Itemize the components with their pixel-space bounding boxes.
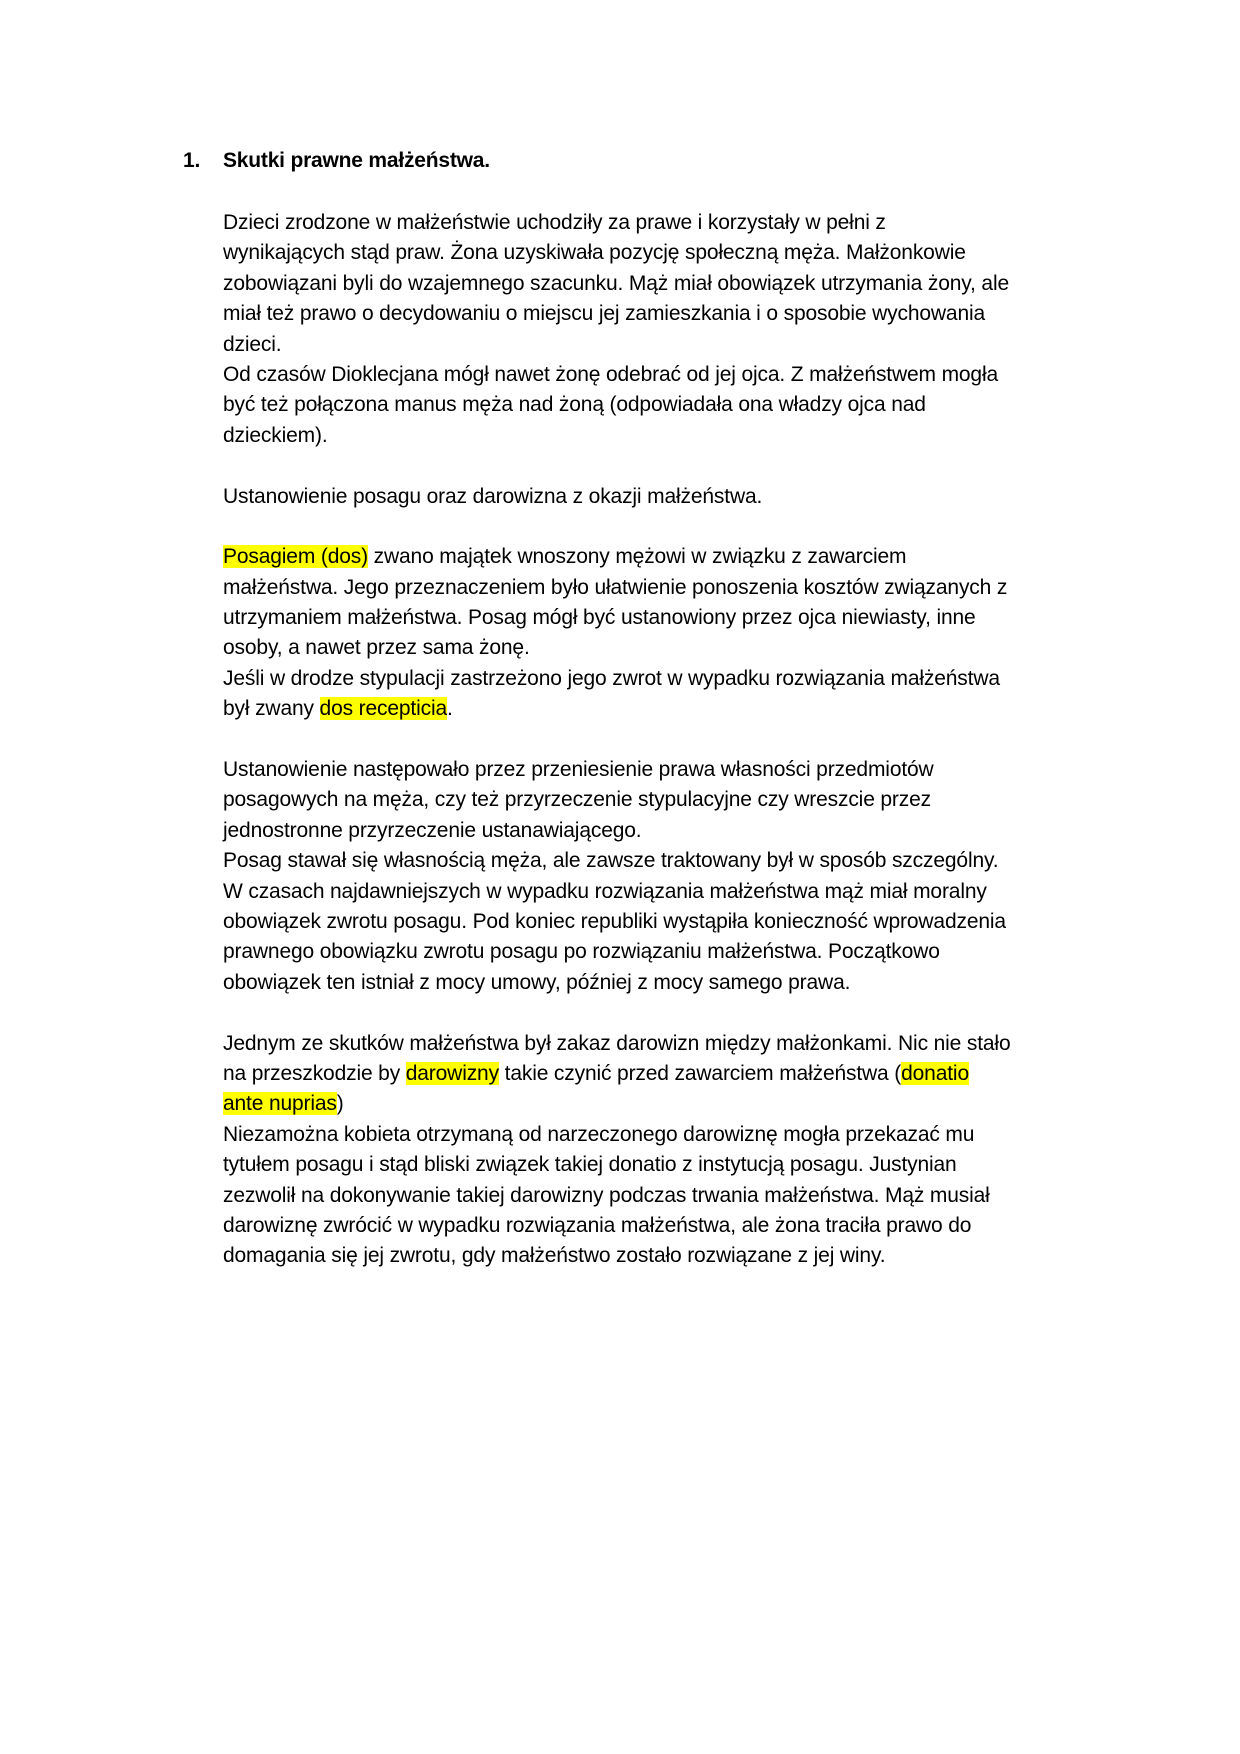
text-line: obowiązek ten istniał z mocy umowy, później z mocy samego prawa. [223,970,851,994]
text-line: wynikających stąd praw. Żona uzyskiwała pozycję społeczną męża. Małżonkowie [223,241,966,265]
paragraph-gap [223,998,1093,1028]
text-run: takie czynić przed zawarciem małżeństwa ( [498,1061,902,1085]
heading-number: 1. [183,149,201,172]
highlighted-term: donatio [901,1061,969,1085]
text-line: Jeśli w drodze stypulacji zastrzeżono jego zwrot w wypadku rozwiązania małżeństwa [223,666,1000,690]
text-line [223,1089,1093,1119]
text-line: obowiązek zwrotu posagu. Pod koniec republiki wystąpiła konieczność wprowadzenia [223,909,1006,933]
heading-title: Skutki prawne małżeństwa. [223,149,490,172]
text-line: Ustanowienie następowało przez przeniesienie prawa własności przedmiotów [223,758,934,782]
text-line: Jednym ze skutków małżeństwa był zakaz darowizn między małżonkami. Nic nie stało [223,1031,1011,1055]
text-line: dzieckiem). [223,423,328,447]
highlighted-term: darowizny [405,1061,499,1085]
text-line: Posag stawał się własnością męża, ale zawsze traktowany był w sposób szczególny. [223,849,999,873]
text-line: Niezamożna kobieta otrzymaną od narzeczonego darowiznę mogła przekazać mu [223,1122,975,1146]
text-line: miał też prawo o decydowaniu o miejscu jej zamieszkania i o sposobie wychowania [223,302,986,326]
text-line: darowiznę zwrócić w wypadku rozwiązania małżeństwa, ale żona traciła prawo do [223,1213,972,1237]
text-run: był zwany [223,697,320,721]
section-heading [183,146,490,176]
paragraph-gap [223,512,1093,542]
text-line [223,694,1093,724]
text-line: zezwolił na dokonywanie takiej darowizny podczas trwania małżeństwa. Mąż musiał [223,1183,990,1207]
text-line [223,542,1093,572]
text-line: utrzymaniem małżeństwa. Posag mógł być ustanowiony przez ojca niewiasty, inne [223,606,976,630]
text-line: tytułem posagu i stąd bliski związek takiej donatio z instytucją posagu. Justynian [223,1153,957,1177]
text-line: zobowiązani byli do wzajemnego szacunku. Mąż miał obowiązek utrzymania żony, ale [223,271,1010,295]
text-run: na przeszkodzie by [223,1061,406,1085]
text-line: dzieci. [223,332,282,356]
paragraph-gap [223,725,1093,755]
text-line: być też połączona manus męża nad żoną (odpowiadała ona władzy ojca nad [223,393,926,417]
highlighted-term: dos recepticia [319,697,448,721]
body-text [223,208,1093,1272]
paragraph-gap [223,451,1093,481]
subheading-line: Ustanowienie posagu oraz darowizna z okazji małżeństwa. [223,484,763,508]
text-run: ) [336,1092,344,1116]
text-line: jednostronne przyrzeczenie ustanawiającego. [223,818,642,842]
text-run: . [447,697,453,721]
text-line: domagania się jej zwrotu, gdy małżeństwo zostało rozwiązane z jej winy. [223,1244,886,1268]
text-line: Od czasów Dioklecjana mógł nawet żonę odebrać od jej ojca. Z małżeństwem mogła [223,362,999,386]
highlighted-term: Posagiem (dos) [223,545,368,569]
text-line: małżeństwa. Jego przeznaczeniem było ułatwienie ponoszenia kosztów związanych z [223,575,1008,599]
text-line [223,1059,1093,1089]
text-line: prawnego obowiązku zwrotu posagu po rozwiązaniu małżeństwa. Początkowo [223,940,940,964]
highlighted-term: ante nuprias [223,1092,337,1116]
text-line: osoby, a nawet przez sama żonę. [223,636,530,660]
text-line: Dzieci zrodzone w małżeństwie uchodziły za prawe i korzystały w pełni z [223,211,886,234]
text-line: posagowych na męża, czy też przyrzeczenie stypulacyjne czy wreszcie przez [223,788,932,812]
text-line: W czasach najdawniejszych w wypadku rozwiązania małżeństwa mąż miał moralny [223,879,987,903]
text-run: zwano majątek wnoszony mężowi w związku z zawarciem [367,545,907,569]
